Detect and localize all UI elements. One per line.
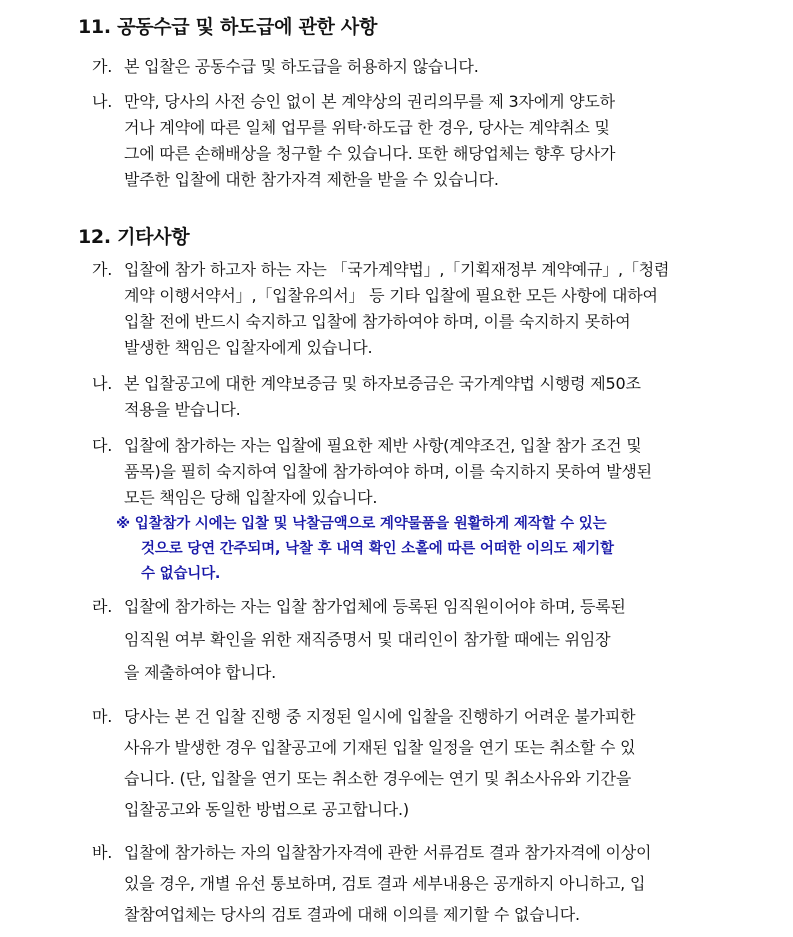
item-text: 적용을 받습니다. — [124, 400, 241, 419]
item-marker: 가. — [92, 260, 113, 279]
item-text: 사유가 발생한 경우 입찰공고에 기재된 입찰 일정을 연기 또는 취소할 수 있 — [124, 738, 636, 757]
item-text: 입찰에 참가하는 자의 입찰참가자격에 관한 서류검토 결과 참가자격에 이상이 — [124, 843, 652, 862]
item-marker: 다. — [92, 436, 113, 455]
item-text: 본 입찰은 공동수급 및 하도급을 허용하지 않습니다. — [124, 57, 479, 76]
item-marker: 나. — [92, 92, 113, 111]
item-text: 발주한 입찰에 대한 참가자격 제한을 받을 수 있습니다. — [124, 170, 499, 189]
item-text: 거나 계약에 따른 일체 업무를 위탁·하도급 한 경우, 당사는 계약취소 및 — [124, 118, 610, 137]
item-text: 계약 이행서약서」,「입찰유의서」 등 기타 입찰에 필요한 모든 사항에 대하여 — [124, 286, 658, 305]
item-text: 입찰공고와 동일한 방법으로 공고합니다.) — [124, 800, 409, 819]
item-text: 입찰에 참가하는 자는 입찰에 필요한 제반 사항(계약조건, 입찰 참가 조건 및 — [124, 436, 642, 455]
item-marker: 마. — [92, 707, 113, 726]
item-text: 그에 따른 손해배상을 청구할 수 있습니다. 또한 해당업체는 향후 당사가 — [124, 144, 616, 163]
item-marker: 바. — [92, 843, 113, 862]
item-text: 입찰 전에 반드시 숙지하고 입찰에 참가하여야 하며, 이를 숙지하지 못하여 — [124, 312, 631, 331]
notice-text: 수 없습니다. — [141, 566, 221, 582]
item-text: 발생한 책임은 입찰자에게 있습니다. — [124, 338, 373, 357]
item-marker: 가. — [92, 57, 113, 76]
section-12-title: 12. 기타사항 — [78, 226, 190, 248]
item-marker: 라. — [92, 597, 113, 616]
item-text: 찰참여업체는 당사의 검토 결과에 대해 이의를 제기할 수 없습니다. — [124, 905, 580, 924]
item-text: 모든 책임은 당해 입찰자에 있습니다. — [124, 488, 378, 507]
notice-text: 것으로 당연 간주되며, 낙찰 후 내역 확인 소홀에 따른 어떠한 이의도 제기할 — [141, 541, 614, 557]
item-text: 을 제출하여야 합니다. — [124, 663, 276, 682]
item-text: 만약, 당사의 사전 승인 없이 본 계약상의 권리의무를 제 3자에게 양도하 — [124, 92, 615, 111]
item-text: 입찰에 참가 하고자 하는 자는 「국가계약법」,「기획재정부 계약예규」,「청렴 — [124, 260, 670, 279]
notice-text: ※ 입찰참가 시에는 입찰 및 낙찰금액으로 계약물품을 원활하게 제작할 수 있는 — [116, 516, 607, 532]
item-text: 입찰에 참가하는 자는 입찰 참가업체에 등록된 임직원이어야 하며, 등록된 — [124, 597, 626, 616]
section-11-title: 11. 공동수급 및 하도급에 관한 사항 — [78, 16, 378, 38]
item-text: 본 입찰공고에 대한 계약보증금 및 하자보증금은 국가계약법 시행령 제50조 — [124, 374, 641, 393]
item-text: 습니다. (단, 입찰을 연기 또는 취소한 경우에는 연기 및 취소사유와 기간을 — [124, 769, 632, 788]
item-text: 당사는 본 건 입찰 진행 중 지정된 일시에 입찰을 진행하기 어려운 불가피한 — [124, 707, 636, 726]
item-text: 있을 경우, 개별 유선 통보하며, 검토 결과 세부내용은 공개하지 아니하고, 입 — [124, 874, 646, 893]
item-text: 품목)을 필히 숙지하여 입찰에 참가하여야 하며, 이를 숙지하지 못하여 발생된 — [124, 462, 652, 481]
item-marker: 나. — [92, 374, 113, 393]
item-text: 임직원 여부 확인을 위한 재직증명서 및 대리인이 참가할 때에는 위임장 — [124, 630, 611, 649]
